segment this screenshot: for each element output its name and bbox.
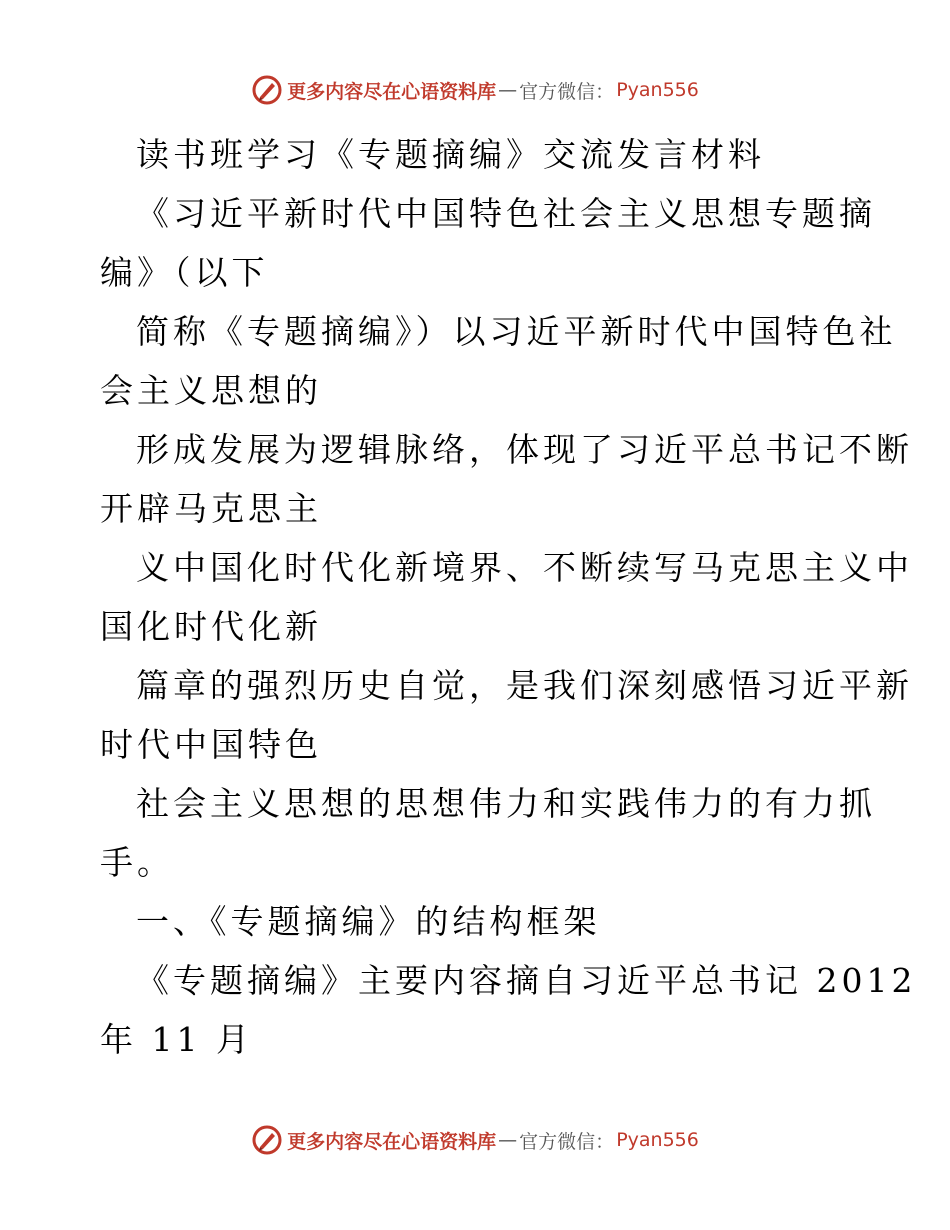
pen-logo-icon bbox=[251, 74, 283, 106]
watermark-footer bbox=[0, 1120, 950, 1160]
watermark-wechat-id: Pyan556 bbox=[616, 1129, 699, 1151]
text-line: 社会主义思想的思想伟力和实践伟力的有力抓 bbox=[136, 784, 876, 823]
watermark-wechat-id: Pyan556 bbox=[616, 79, 699, 101]
text-line: 开辟马克思主 bbox=[100, 489, 322, 528]
watermark-official-label: 官方微信： bbox=[519, 1130, 615, 1153]
document-title: 读书班学习《专题摘编》交流发言材料 bbox=[136, 135, 765, 174]
section-heading: 一、《专题摘编》的结构框架 bbox=[136, 902, 601, 941]
text-line: 编》（以下 bbox=[100, 253, 269, 292]
text-line: 形成发展为逻辑脉络，体现了习近平总书记不断 bbox=[136, 430, 913, 469]
watermark-dash: — bbox=[498, 1129, 518, 1151]
text-line: 手。 bbox=[100, 843, 174, 882]
text-line: 篇章的强烈历史自觉，是我们深刻感悟习近平新 bbox=[136, 666, 913, 705]
text-line: 《专题摘编》主要内容摘自习近平总书记 2012 bbox=[136, 961, 917, 1000]
text-line: 《习近平新时代中国特色社会主义思想专题摘 bbox=[136, 194, 876, 233]
text-line: 国化时代化新 bbox=[100, 607, 322, 646]
text-line: 年 11 月 bbox=[100, 1020, 253, 1059]
watermark-header bbox=[0, 70, 950, 110]
document-body bbox=[100, 125, 917, 1069]
watermark-brand: 更多内容尽在心语资料库 bbox=[287, 1130, 497, 1153]
watermark-brand: 更多内容尽在心语资料库 bbox=[287, 80, 497, 103]
watermark-dash: — bbox=[498, 79, 518, 101]
text-line: 会主义思想的 bbox=[100, 371, 322, 410]
text-line: 简称《专题摘编》）以习近平新时代中国特色社 bbox=[136, 312, 897, 351]
watermark-official-label: 官方微信： bbox=[519, 80, 615, 103]
text-line: 义中国化时代化新境界、不断续写马克思主义中 bbox=[136, 548, 913, 587]
text-line: 时代中国特色 bbox=[100, 725, 322, 764]
pen-logo-icon bbox=[251, 1124, 283, 1156]
